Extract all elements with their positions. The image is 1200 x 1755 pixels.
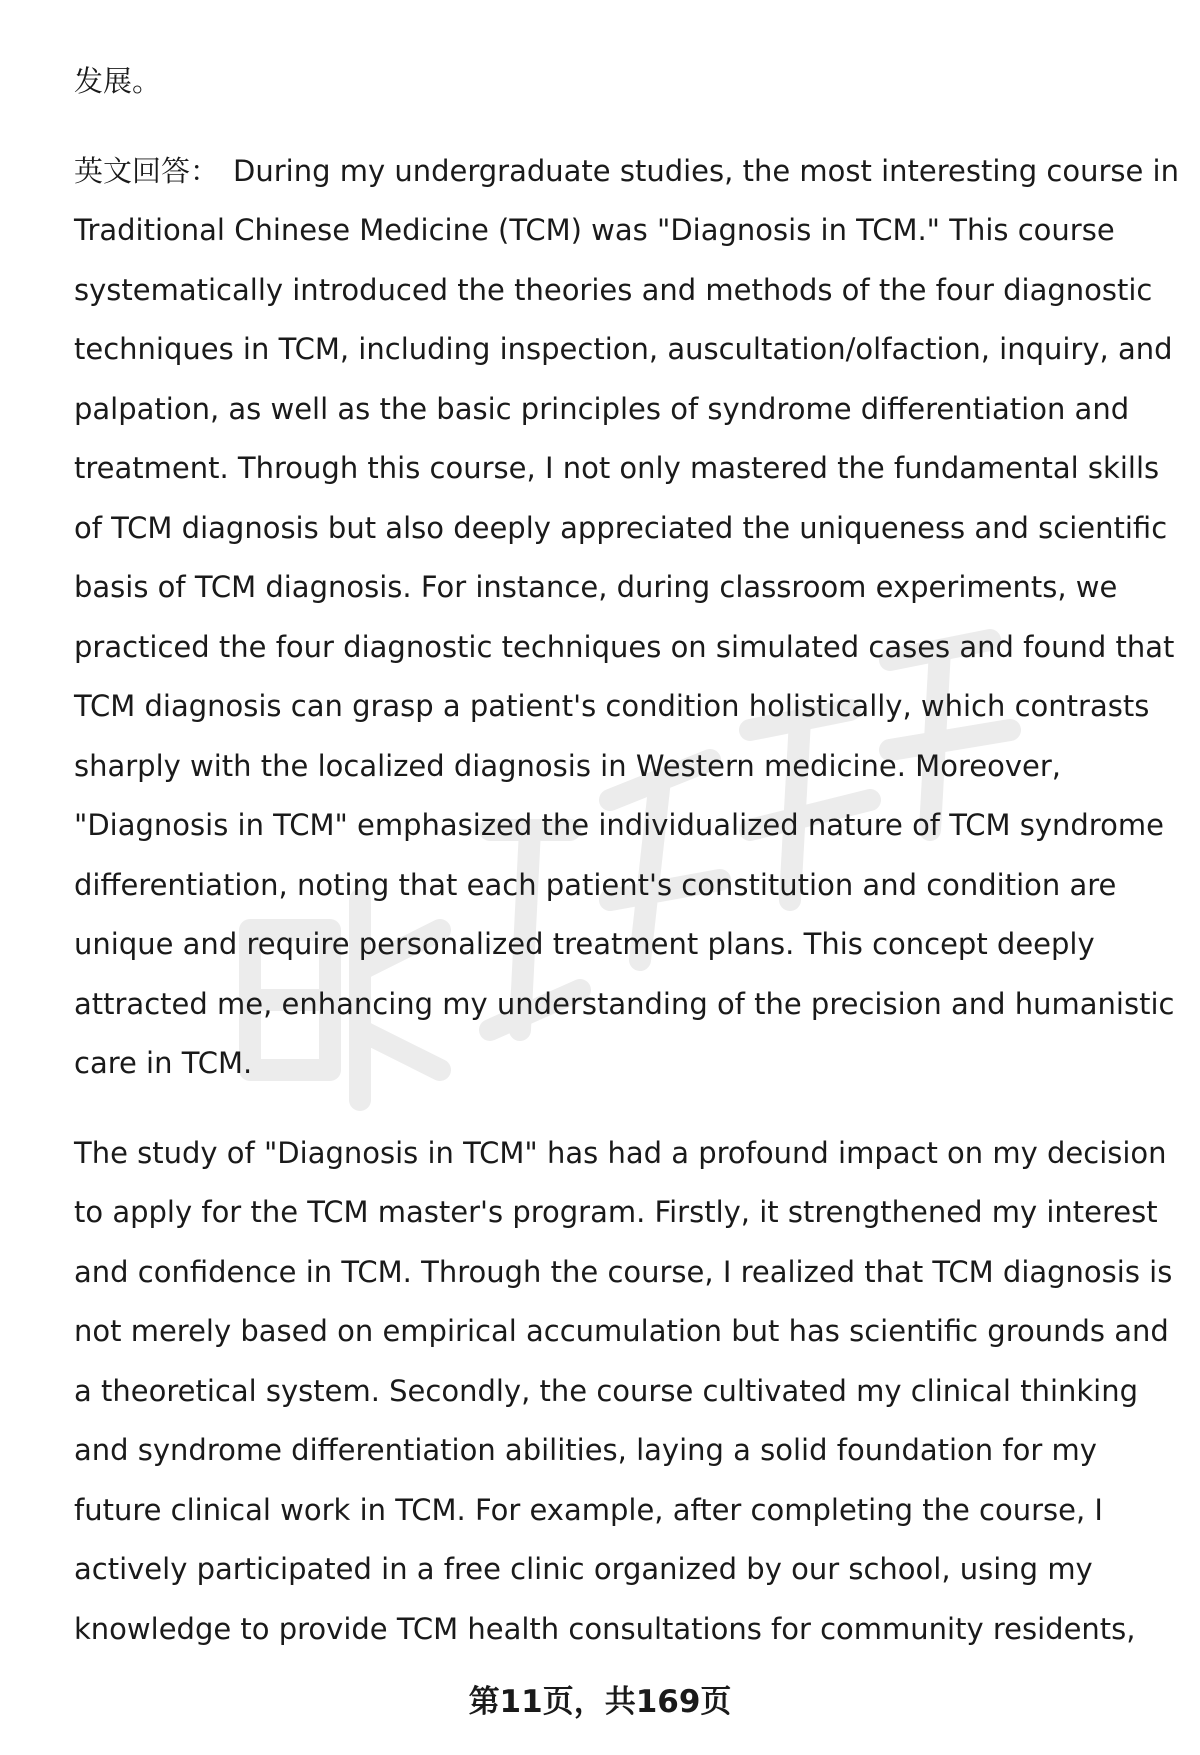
paragraph-line: The study of "Diagnosis in TCM" has had a profound impact on my decision — [74, 1135, 1167, 1170]
paragraph-line: a theoretical system. Secondly, the course cultivated my clinical thinking — [74, 1373, 1139, 1408]
document-body — [74, 52, 1179, 1659]
paragraph-line: TCM diagnosis can grasp a patient's condition holistically, which contrasts — [74, 689, 1150, 723]
paragraph-line: systematically introduced the theories and methods of the four diagnostic — [74, 272, 1153, 307]
page-number-footer: 第11页，共169页 — [468, 1684, 732, 1720]
paragraph-line: "Diagnosis in TCM" emphasized the individualized nature of TCM syndrome — [74, 808, 1164, 842]
answer-label: 英文回答： — [74, 153, 220, 188]
paragraph-line: differentiation, noting that each patient's constitution and condition are — [74, 867, 1117, 902]
paragraph-line: actively participated in a free clinic organized by our school, using my — [74, 1552, 1093, 1586]
paragraph-english-answer — [74, 142, 1179, 1094]
top-fragment: 发展。 — [74, 64, 162, 98]
paragraph-line: techniques in TCM, including inspection, auscultation/olfaction, inquiry, and — [74, 332, 1173, 366]
paragraph-line: treatment. Through this course, I not only mastered the fundamental skills — [74, 451, 1160, 485]
paragraph-line: 英文回答： During my undergraduate studies, the most interesting course in — [74, 153, 1179, 188]
paragraph-line: knowledge to provide TCM health consultations for community residents, — [74, 1611, 1136, 1646]
paragraph-line: sharply with the localized diagnosis in Western medicine. Moreover, — [74, 748, 1061, 783]
paragraph-line: palpation, as well as the basic principles of syndrome differentiation and — [74, 391, 1130, 426]
paragraph-line: and confidence in TCM. Through the course, I realized that TCM diagnosis is — [74, 1254, 1173, 1289]
paragraph-line: care in TCM. — [74, 1046, 253, 1080]
paragraph-line: not merely based on empirical accumulation but has scientific grounds and — [74, 1314, 1169, 1348]
paragraph-line: practiced the four diagnostic techniques on simulated cases and found that — [74, 629, 1175, 664]
paragraph-line: future clinical work in TCM. For example, after completing the course, I — [74, 1492, 1103, 1527]
paragraph-line: Traditional Chinese Medicine (TCM) was "Diagnosis in TCM." This course — [74, 213, 1115, 247]
paragraph-line: unique and require personalized treatment plans. This concept deeply — [74, 927, 1095, 961]
paragraph-line: of TCM diagnosis but also deeply appreciated the uniqueness and scientific — [74, 510, 1168, 545]
paragraph-line: basis of TCM diagnosis. For instance, during classroom experiments, we — [74, 570, 1118, 604]
paragraph-line: and syndrome differentiation abilities, laying a solid foundation for my — [74, 1433, 1097, 1467]
paragraph-line: attracted me, enhancing my understanding of the precision and humanistic — [74, 986, 1175, 1021]
paragraph-impact — [74, 1124, 1173, 1660]
paragraph-line: to apply for the TCM master's program. Firstly, it strengthened my interest — [74, 1195, 1158, 1229]
